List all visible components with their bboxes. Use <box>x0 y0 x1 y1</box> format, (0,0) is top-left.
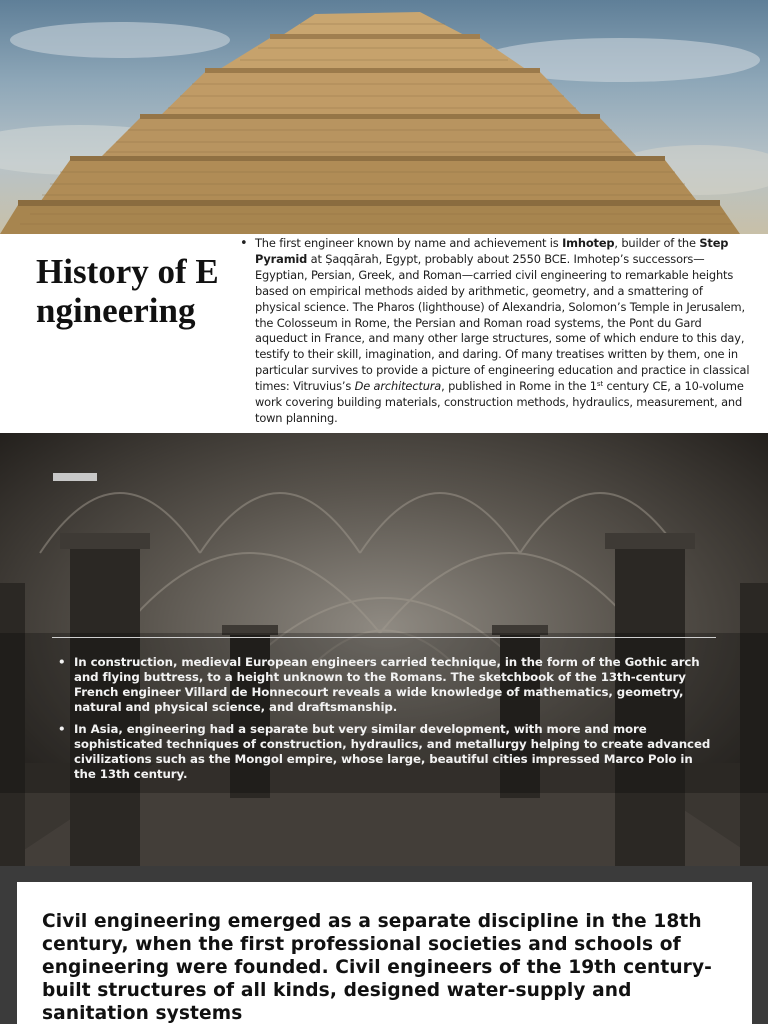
list-item: • In construction, medieval European engineers carried technique, in the form of the Gothic arch and flying buttress, to a height unknown to the Romans. The sketchbook of the 13th-century French engineer Villard de Honnecourt reveals a wide knowledge of mathematics, geometry, natural and physical science, and draftsmanship. <box>58 655 700 714</box>
bullet-dot: • <box>58 722 66 736</box>
gothic-cloister-photo <box>0 433 768 866</box>
imhotep-name: Imhotep <box>562 236 615 250</box>
slide-history-of-engineering <box>0 0 768 433</box>
bullet-dot: • <box>240 236 248 251</box>
medieval-bullets <box>58 655 718 789</box>
step-pyramid-name: Step Pyramid <box>255 236 729 266</box>
history-paragraph: The first engineer known by name and achievement is Imhotep, builder of the Step Pyramid at Ṣaqqārah, Egypt, probably about 2550 BCE. Imhotep’s successors—Egyptian, Persian, Greek, and Roman—carried civil engineering to remarkable heights based on empirical methods aided by arithmetic, geometry, and a smattering of physical science. The Pharos (lighthouse) of Alexandria, Solomon’s Temple in Jerusalem, the Colosseum in Rome, the Persian and Roman road systems, the Pont du Gard aqueduct in France, and many other large structures, some of which endure to this day, testify to their skill, imagination, and daring. Of many treatises written by them, one in particular survives to provide a picture of engineering education and practice in classical times: Vitruvius’s De architectura, published in Rome in the 1st century CE, a 10-volume work covering building materials, construction methods, hydraulics, measurement, and town planning. <box>255 236 750 425</box>
divider-line <box>52 637 716 638</box>
slide-title: History of Engineering <box>36 252 219 330</box>
title-placeholder-dash <box>53 473 97 481</box>
de-architectura-title: De architectura <box>354 379 442 394</box>
list-item: • In Asia, engineering had a separate but very similar development, with more and more sophisticated techniques of construction, hydraulics, and metallurgy helping to create advanced civilizations such as the Mongol empire, whose large, beautiful cities impressed Marco Polo in the 13th century. <box>58 722 711 781</box>
slide-medieval-engineering <box>0 433 768 866</box>
step-pyramid-photo <box>0 0 768 234</box>
bullet-dot: • <box>58 655 66 669</box>
slide-civil-engineering <box>0 866 768 1024</box>
civil-engineering-paragraph: Civil engineering emerged as a separate discipline in the 18th century, when the first professional societies and schools of engineering were founded. Civil engineers of the 19th century-built structures of all kinds, designed water-supply and sanitation systems <box>42 911 712 1024</box>
